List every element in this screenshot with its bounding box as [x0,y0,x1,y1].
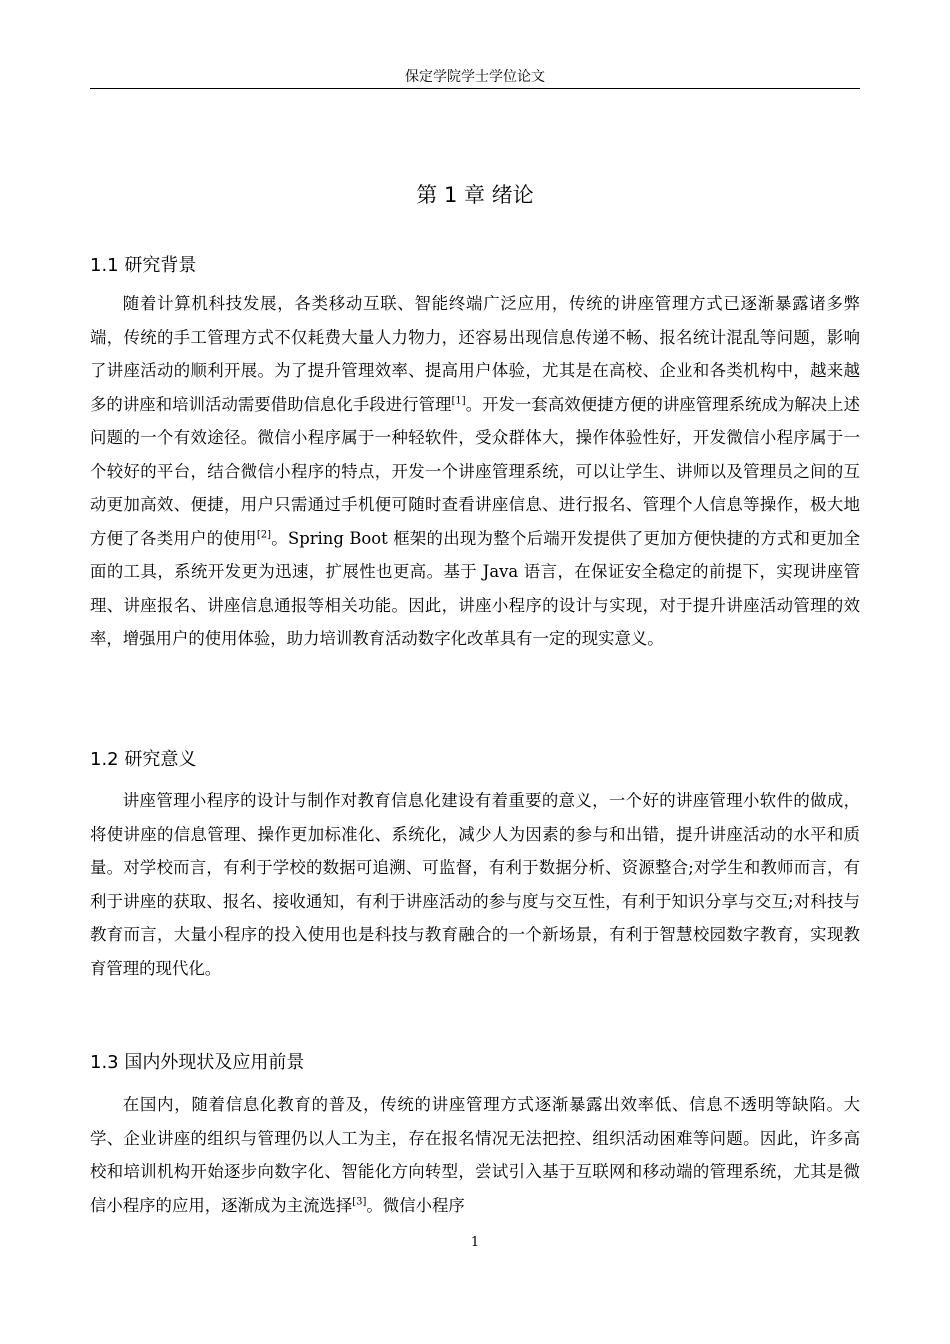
citation-ref: [1] [451,395,466,407]
paragraph-text: 。Spring Boot 框架的出现为整个后端开发提供了更加方便快捷的方式和更加全面的工具，系统开发更为迅速，扩展性也更高。基于 Java 语言，在保证安全稳定的前提下，实现讲座管理、讲座报名、讲座信息通报等相关功能。因此，讲座小程序的设计与实现，对于提升讲座活动管理的效率，增强用户的使用体验，助力培训教育活动数字化改革具有一定的现实意义。 [90,528,860,648]
page-number: 1 [470,1235,480,1250]
citation-ref: [2] [256,529,271,541]
header-rule [90,88,860,89]
running-header: 保定学院学士学位论文 [405,69,545,85]
paragraph-current-status [90,1088,860,1222]
paragraph-text: 在国内，随着信息化教育的普及，传统的讲座管理方式逐渐暴露出效率低、信息不透明等缺陷。大学、企业讲座的组织与管理仍以人工为主，存在报名情况无法把控、组织活动困难等问题。因此，许多高校和培训机构开始逐步向数字化、智能化方向转型，尝试引入基于互联网和移动端的管理系统，尤其是微信小程序的应用，逐渐成为主流选择 [90,1095,860,1215]
paragraph-text: 。微信小程序 [366,1195,465,1215]
section-heading-1-1: 1.1 研究背景 [90,255,197,276]
paragraph-text: 。开发一套高效便捷方便的讲座管理系统成为解决上述问题的一个有效途径。微信小程序属于一种轻软件，受众群体大，操作体验性好，开发微信小程序属于一个较好的平台，结合微信小程序的特点，开发一个讲座管理系统，可以让学生、讲师以及管理员之间的互动更加高效、便捷，用户只需通过手机便可随时查看讲座信息、进行报名、管理个人信息等操作，极大地方便了各类用户的使用 [90,394,860,548]
paragraph-text: 随着计算机科技发展，各类移动互联、智能终端广泛应用，传统的讲座管理方式已逐渐暴露诸多弊端，传统的手工管理方式不仅耗费大量人力物力，还容易出现信息传递不畅、报名统计混乱等问题，影响了讲座活动的顺利开展。为了提升管理效率、提高用户体验，尤其是在高校、企业和各类机构中，越来越多的讲座和培训活动需要借助信息化手段进行管理 [90,294,860,414]
paragraph-research-background [90,287,860,656]
section-heading-1-3: 1.3 国内外现状及应用前景 [90,1052,305,1073]
section-heading-1-2: 1.2 研究意义 [90,749,197,770]
chapter-title: 第 1 章 绪论 [416,183,534,207]
paragraph-text: 讲座管理小程序的设计与制作对教育信息化建设有着重要的意义，一个好的讲座管理小软件的做成，将使讲座的信息管理、操作更加标准化、系统化，减少人为因素的参与和出错，提升讲座活动的水平和质量。对学校而言，有利于学校的数据可追溯、可监督，有利于数据分析、资源整合;对学生和教师而言，有利于讲座的获取、报名、接收通知，有利于讲座活动的参与度与交互性，有利于知识分享与交互;对科技与教育而言，大量小程序的投入使用也是科技与教育融合的一个新场景，有利于智慧校园数字教育，实现教育管理的现代化。 [90,791,860,978]
citation-ref: [3] [352,1196,367,1208]
paragraph-research-significance [90,784,860,985]
